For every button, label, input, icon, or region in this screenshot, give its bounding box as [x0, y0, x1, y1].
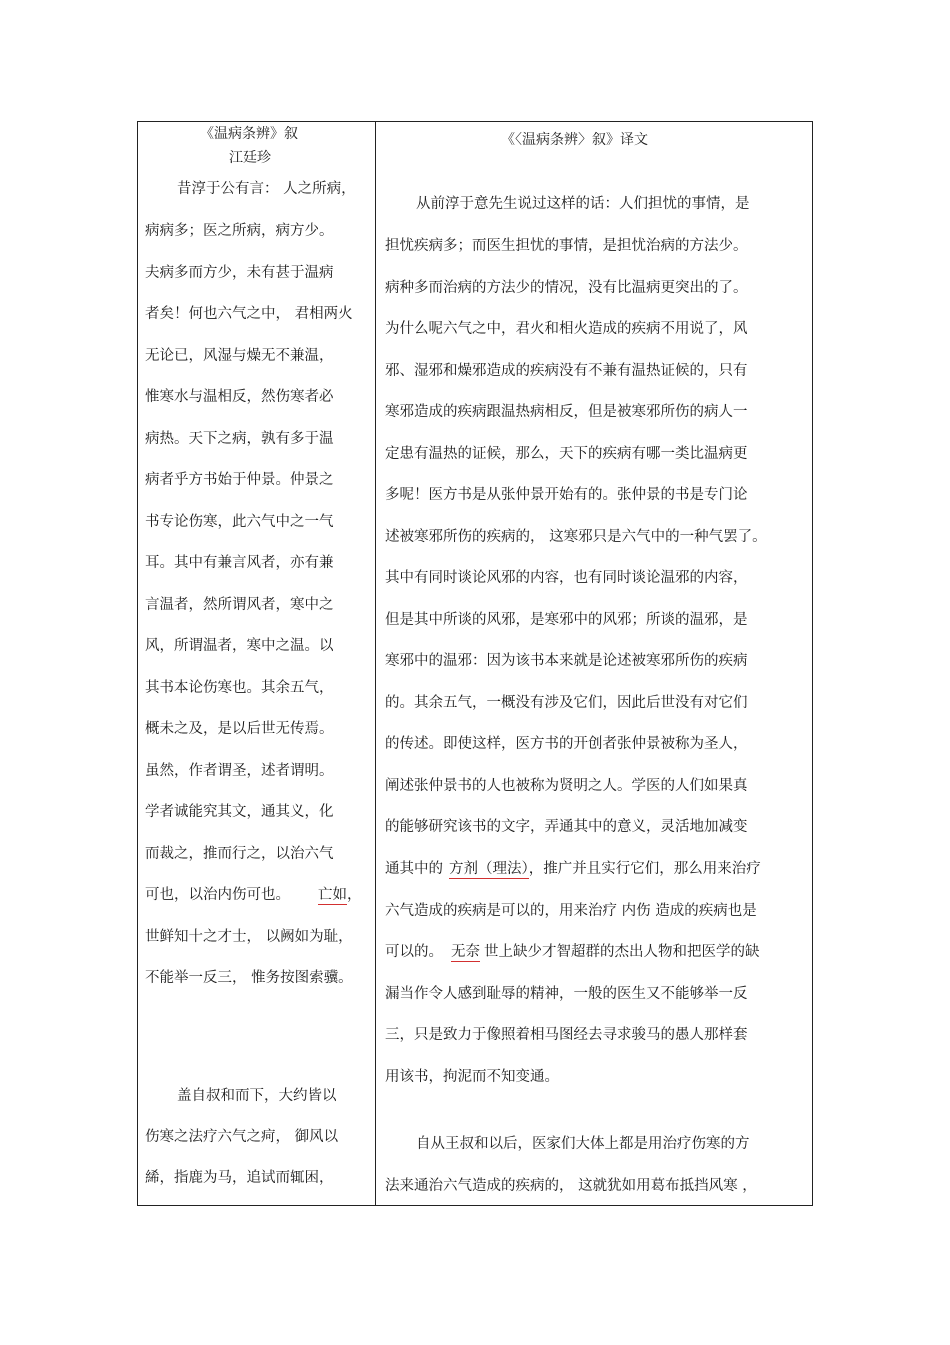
original-line: 伤寒之法疗六气之疴， 御风以	[145, 1129, 339, 1145]
underlined-term: 无奈	[451, 944, 480, 960]
translation-line: 病种多而治病的方法少的情况，没有比温病更突出的了。	[385, 280, 748, 296]
original-line: 絺，指鹿为马，追试而辄困，	[145, 1170, 334, 1186]
original-line: 夫病多而方少，未有甚于温病	[145, 265, 334, 281]
original-line: 言温者，然所谓风者，寒中之	[145, 597, 334, 613]
original-line: 而裁之，推而行之，以治六气	[145, 846, 334, 862]
document-table	[137, 121, 813, 1206]
translation-line-text: 通其中的	[385, 861, 443, 877]
translation-line: 六气造成的疾病是可以的，用来治疗 内伤 造成的疾病也是	[385, 903, 757, 919]
original-line: 风，所谓温者，寒中之温。以	[145, 638, 334, 654]
original-line: 其书本论伤寒也。其余五气，	[145, 680, 334, 696]
translation-line	[385, 860, 761, 878]
original-line: 不能举一反三， 惟务按图索骥。	[145, 970, 353, 986]
underlined-term: 亡如	[318, 887, 347, 903]
underlined-term: 方剂（理法）	[449, 861, 529, 877]
translation-line	[385, 943, 760, 961]
original-line: 概未之及，是以后世无传焉。	[145, 721, 334, 737]
translation-line: 用该书，拘泥而不知变通。	[385, 1069, 559, 1085]
translation-line: 寒邪中的温邪：因为该书本来就是论述被寒邪所伤的疾病	[385, 653, 748, 669]
translation-line: 其中有同时谈论风邪的内容，也有同时谈论温邪的内容，	[385, 570, 748, 586]
punctuation: ，	[347, 887, 362, 903]
original-line: 学者诚能究其文，通其义，化	[145, 804, 334, 820]
translation-line: 担忧疾病多；而医生担忧的事情，是担忧治病的方法少。	[385, 238, 748, 254]
translation-line: 邪、湿邪和燥邪造成的疾病没有不兼有温热证候的，只有	[385, 363, 748, 379]
translation-line: 定患有温热的证候，那么，天下的疾病有哪一类比温病更	[385, 446, 748, 462]
translation-line: 但是其中所谈的风邪，是寒邪中的风邪；所谈的温邪，是	[385, 612, 748, 628]
original-line: 虽然，作者谓圣，述者谓明。	[145, 763, 334, 779]
original-line: 耳。其中有兼言风者，亦有兼	[145, 555, 334, 571]
original-line: 病热。天下之病，孰有多于温	[145, 431, 334, 447]
original-line: 病病多；医之所病，病方少。	[145, 223, 334, 239]
original-title: 《温病条辨》叙	[200, 126, 298, 142]
translation-line: 为什么呢六气之中，君火和相火造成的疾病不用说了，风	[385, 321, 748, 337]
translation-line: 的。其余五气，一概没有涉及它们，因此后世没有对它们	[385, 695, 748, 711]
translation-title: 《〈温病条辨〉叙》译文	[501, 132, 648, 148]
translation-line: 阐述张仲景书的人也被称为贤明之人。学医的人们如果真	[385, 778, 748, 794]
original-line: 惟寒水与温相反，然伤寒者必	[145, 389, 334, 405]
translation-line-text: ，推广并且实行它们，那么用来治疗	[528, 861, 761, 877]
original-line: 者矣！何也六气之中， 君相两火	[145, 306, 353, 322]
original-line: 昔淳于公有言： 人之所病，	[177, 181, 356, 197]
translation-line: 漏当作令人感到耻辱的精神，一般的医生又不能够举一反	[385, 986, 748, 1002]
translation-line: 自从王叔和以后，医家们大体上都是用治疗伤寒的方	[416, 1136, 750, 1152]
translation-line: 寒邪造成的疾病跟温热病相反，但是被寒邪所伤的病人一	[385, 404, 748, 420]
original-line: 世鲜知十之才士， 以阙如为耻，	[145, 929, 353, 945]
original-line-text: 可也，以治内伤可也。	[145, 887, 290, 903]
translation-line: 法来通治六气造成的疾病的， 这就犹如用葛布抵挡风寒 ，	[385, 1178, 757, 1194]
translation-line: 的传述。即使这样，医方书的开创者张仲景被称为圣人，	[385, 736, 748, 752]
original-line: 书专论伤寒，此六气中之一气	[145, 514, 334, 530]
original-author: 江廷珍	[229, 150, 271, 166]
translation-column	[376, 122, 814, 1205]
original-line	[145, 886, 362, 904]
translation-line: 述被寒邪所伤的疾病的， 这寒邪只是六气中的一种气罢了。	[385, 529, 767, 545]
original-line: 无论已，风湿与燥无不兼温，	[145, 348, 334, 364]
original-text-column	[138, 122, 375, 1205]
translation-line-text: 世上缺少才智超群的杰出人物和把医学的缺	[484, 944, 760, 960]
original-line: 盖自叔和而下，大约皆以	[177, 1088, 337, 1104]
translation-line-text: 可以的。	[385, 944, 443, 960]
translation-line: 从前淳于意先生说过这样的话：人们担忧的事情，是	[416, 196, 750, 212]
original-line: 病者乎方书始于仲景。仲景之	[145, 472, 334, 488]
translation-line: 三，只是致力于像照着相马图经去寻求骏马的愚人那样套	[385, 1027, 748, 1043]
translation-line: 多呢！医方书是从张仲景开始有的。张仲景的书是专门论	[385, 487, 748, 503]
translation-line: 的能够研究该书的文字，弄通其中的意义，灵活地加减变	[385, 819, 748, 835]
